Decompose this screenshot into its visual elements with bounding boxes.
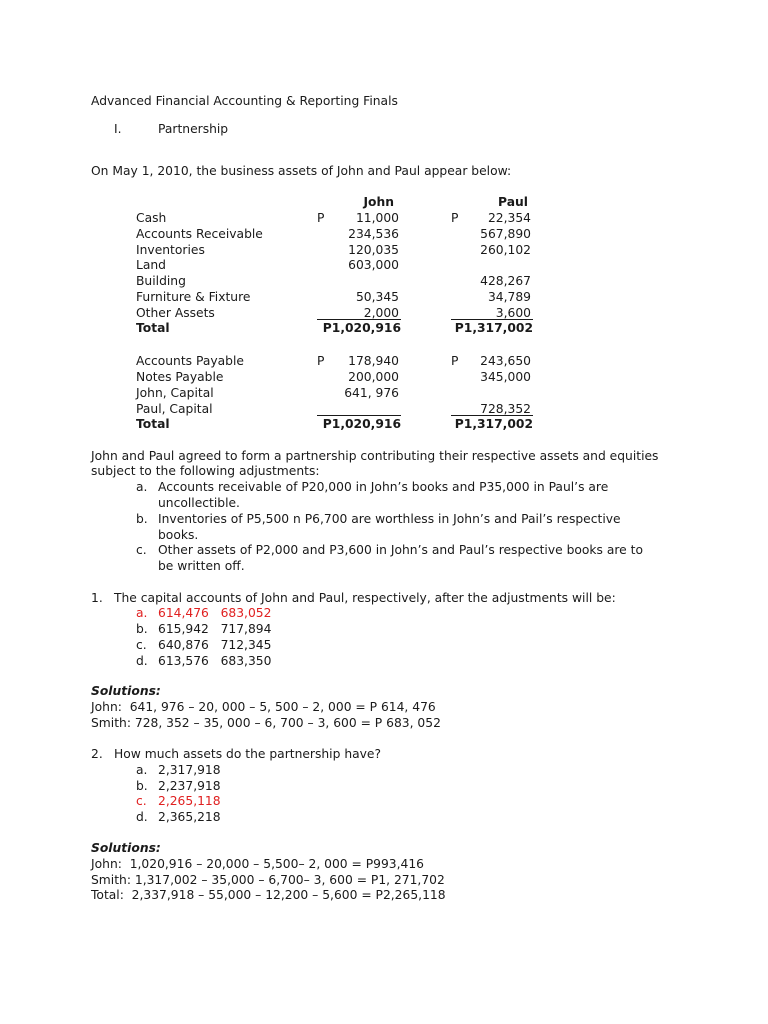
cell-john-assets-total: P1,020,916 <box>322 321 401 335</box>
row-label-land: Land <box>136 258 166 272</box>
currency-sign-paul-ap: P <box>451 354 459 368</box>
adjustment-a-line-1: Accounts receivable of P20,000 in John’s books and P35,000 in Paul’s are <box>158 480 609 494</box>
q1-choice-b-marker: b. <box>136 622 148 636</box>
adjustment-a-line-2: uncollectible. <box>158 496 240 510</box>
section-number: I. <box>114 122 122 136</box>
row-label-cash: Cash <box>136 211 167 225</box>
q1-choice-d-text: 613,576 683,350 <box>158 654 272 668</box>
cell-paul-accounts-payable: 243,650 <box>480 354 531 368</box>
row-label-notes-payable: Notes Payable <box>136 370 224 384</box>
q1-choice-b-text: 615,942 717,894 <box>158 622 272 636</box>
intro-text: On May 1, 2010, the business assets of John and Paul appear below: <box>91 164 512 178</box>
q2-solution-line-3: Total: 2,337,918 – 55,000 – 12,200 – 5,600 = P2,265,118 <box>91 888 446 902</box>
row-label-john-capital: John, Capital <box>136 386 214 400</box>
q1-solution-line-2: Smith: 728, 352 – 35, 000 – 6, 700 – 3, 600 = P 683, 052 <box>91 716 441 730</box>
cell-john-other-assets: 2,000 <box>363 306 399 320</box>
q2-choice-c-text: 2,265,118 <box>158 794 221 808</box>
row-label-furniture: Furniture & Fixture <box>136 290 251 304</box>
row-label-ar: Accounts Receivable <box>136 227 263 241</box>
row-label-accounts-payable: Accounts Payable <box>136 354 244 368</box>
cell-paul-equities-total: P1,317,002 <box>454 417 533 431</box>
column-header-john: John <box>363 195 394 209</box>
q2-choice-c-marker: c. <box>136 794 147 808</box>
row-label-other-assets: Other Assets <box>136 306 215 320</box>
agreement-line-1: John and Paul agreed to form a partnership contributing their respective assets and equities <box>91 449 659 463</box>
adjustment-b-line-1: Inventories of P5,500 n P6,700 are worthless in John’s and Pail’s respective <box>158 512 621 526</box>
cell-john-inventories: 120,035 <box>348 243 399 257</box>
cell-paul-ar: 567,890 <box>480 227 531 241</box>
q1-choice-a-text: 614,476 683,052 <box>158 606 272 620</box>
cell-paul-furniture: 34,789 <box>487 290 531 304</box>
row-label-paul-capital: Paul, Capital <box>136 402 213 416</box>
adjustment-b-line-2: books. <box>158 528 199 542</box>
adjustment-c-line-1: Other assets of P2,000 and P3,600 in John’s and Paul’s respective books are to <box>158 543 644 557</box>
currency-sign-paul: P <box>451 211 459 225</box>
cell-john-accounts-payable: 178,940 <box>348 354 399 368</box>
cell-paul-cash: 22,354 <box>487 211 531 225</box>
row-label-building: Building <box>136 274 186 288</box>
row-label-inventories: Inventories <box>136 243 205 257</box>
q1-solution-line-1: John: 641, 976 – 20, 000 – 5, 500 – 2, 000 = P 614, 476 <box>91 700 436 714</box>
row-label-equities-total: Total <box>136 417 170 431</box>
cell-paul-paul-capital: 728,352 <box>480 402 531 416</box>
adjustment-marker-c: c. <box>136 543 147 557</box>
cell-paul-inventories: 260,102 <box>480 243 531 257</box>
q2-choice-d-marker: d. <box>136 810 148 824</box>
question-1-text: The capital accounts of John and Paul, respectively, after the adjustments will be: <box>114 591 616 605</box>
question-2-text: How much assets do the partnership have? <box>114 747 382 761</box>
adjustment-c-line-2: be written off. <box>158 559 245 573</box>
q1-choice-c-marker: c. <box>136 638 147 652</box>
q2-choice-d-text: 2,365,218 <box>158 810 221 824</box>
q1-choice-a-marker: a. <box>136 606 148 620</box>
cell-john-land: 603,000 <box>348 258 399 272</box>
currency-sign-john: P <box>317 211 325 225</box>
cell-john-equities-total: P1,020,916 <box>322 417 401 431</box>
cell-john-ar: 234,536 <box>348 227 399 241</box>
cell-john-furniture: 50,345 <box>355 290 399 304</box>
currency-sign-john-ap: P <box>317 354 325 368</box>
row-label-assets-total: Total <box>136 321 170 335</box>
cell-john-notes-payable: 200,000 <box>348 370 399 384</box>
adjustment-marker-a: a. <box>136 480 148 494</box>
document-title: Advanced Financial Accounting & Reporting Finals <box>91 94 398 108</box>
question-2-number: 2. <box>91 747 103 761</box>
agreement-line-2: subject to the following adjustments: <box>91 464 320 478</box>
q2-solutions-heading: Solutions: <box>91 841 161 855</box>
q2-solution-line-2: Smith: 1,317,002 – 35,000 – 6,700– 3, 600 = P1, 271,702 <box>91 873 445 887</box>
cell-paul-notes-payable: 345,000 <box>480 370 531 384</box>
adjustment-marker-b: b. <box>136 512 148 526</box>
cell-john-cash: 11,000 <box>355 211 399 225</box>
question-1-number: 1. <box>91 591 103 605</box>
q2-choice-b-marker: b. <box>136 779 148 793</box>
q1-choice-c-text: 640,876 712,345 <box>158 638 272 652</box>
cell-paul-assets-total: P1,317,002 <box>454 321 533 335</box>
q2-choice-a-text: 2,317,918 <box>158 763 221 777</box>
cell-paul-building: 428,267 <box>480 274 531 288</box>
q2-choice-a-marker: a. <box>136 763 148 777</box>
cell-john-john-capital: 641, 976 <box>344 386 399 400</box>
q2-choice-b-text: 2,237,918 <box>158 779 221 793</box>
cell-paul-other-assets: 3,600 <box>495 306 531 320</box>
q1-solutions-heading: Solutions: <box>91 684 161 698</box>
q2-solution-line-1: John: 1,020,916 – 20,000 – 5,500– 2, 000 = P993,416 <box>91 857 425 871</box>
section-title: Partnership <box>158 122 229 136</box>
column-header-paul: Paul <box>498 195 528 209</box>
q1-choice-d-marker: d. <box>136 654 148 668</box>
